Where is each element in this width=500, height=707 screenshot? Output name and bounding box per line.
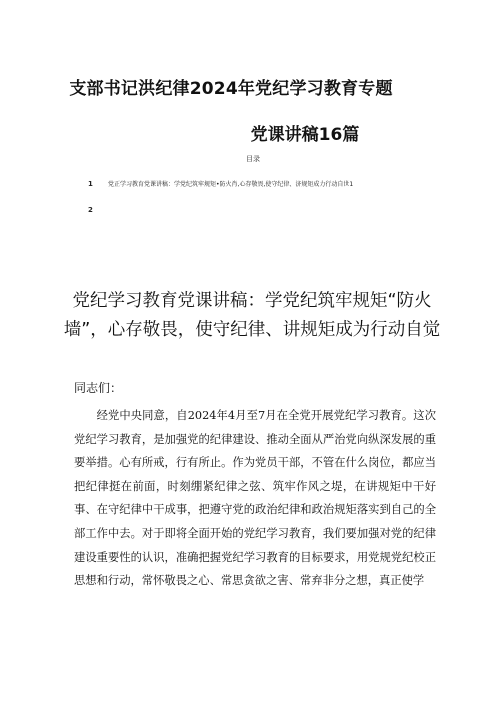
greeting: 同志们： (74, 381, 123, 395)
body-text (74, 404, 436, 593)
toc-entry-text: 党正学习教育党课讲稿：学党纪筑牢规矩•防火肖,心存敬畏,使守纪律、济规矩成力行动自世1 (108, 181, 354, 188)
document-title-line1: 支部书记洪纪律2024年党纪学习教育专题 (69, 79, 393, 99)
body-paragraph: 经党中央同意，自2024年4月至7月在全党开展党纪学习教育。这次党纪学习教育，是加强党的纪律建设、推动全面从严治党向纵深发展的重要举措。心有所戒，行有所止。作为党员干部，不管在什么岗位，都应当把纪律挺在前面，时刻绷紧纪律之弦、筑牢作风之堤，在讲规矩中干好事、在守纪律中干成事，把遵守党的政治纪律和政治规矩落实到自己的全部工作中去。对于即将全面开始的党纪学习教育，我们要加强对党的纪律建设重要性的认识，准确把握党纪学习教育的目标要求，用党规党纪校正思想和行动，常怀敬畏之心、常思贪欲之害、常弃非分之想，真正使学 (74, 409, 436, 588)
toc-heading: 目录 (246, 155, 260, 163)
document-title-line2: 党课讲稿16篇 (250, 125, 360, 145)
toc-entry-number: 1 (88, 180, 93, 188)
section-title: 党纪学习教育党课讲稿：学党纪筑牢规矩“防火墙”，心存敬畏，使守纪律、讲规矩成为行动自觉 (63, 291, 441, 340)
toc-entry-2[interactable] (88, 206, 100, 214)
toc-entry-1[interactable] (88, 179, 353, 188)
toc-entry-number: 2 (88, 206, 93, 214)
